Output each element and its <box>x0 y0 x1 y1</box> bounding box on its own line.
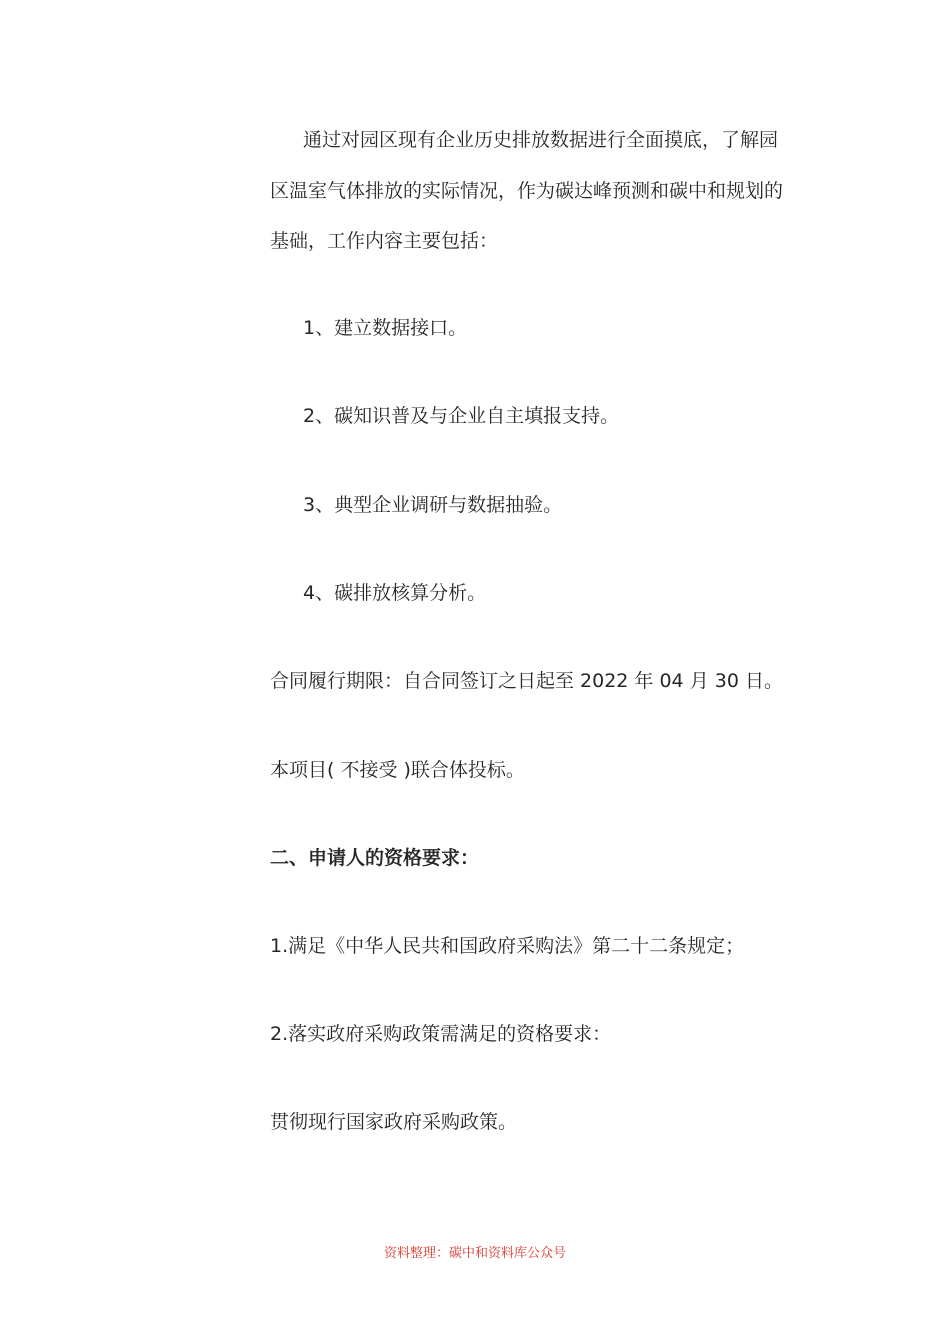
intro-line-3: 基础，工作内容主要包括： <box>270 230 499 252</box>
requirement-1: 1.满足《中华人民共和国政府采购法》第二十二条规定； <box>270 935 745 957</box>
contract-period: 合同履行期限：自合同签订之日起至 2022 年 04 月 30 日。 <box>270 670 783 692</box>
list-item-3: 3、典型企业调研与数据抽验。 <box>303 494 563 516</box>
list-item-1: 1、建立数据接口。 <box>303 317 468 339</box>
requirement-2: 2.落实政府采购政策需满足的资格要求： <box>270 1023 612 1045</box>
intro-line-2: 区温室气体排放的实际情况，作为碳达峰预测和碳中和规划的 <box>270 180 784 202</box>
section-heading: 二、申请人的资格要求： <box>270 847 480 869</box>
list-item-4: 4、碳排放核算分析。 <box>303 582 487 604</box>
consortium-statement: 本项目( 不接受 )联合体投标。 <box>270 759 525 781</box>
requirement-3: 贯彻现行国家政府采购政策。 <box>270 1111 518 1133</box>
list-item-2: 2、碳知识普及与企业自主填报支持。 <box>303 405 620 427</box>
intro-line-1: 通过对园区现有企业历史排放数据进行全面摸底，了解园 <box>303 129 779 151</box>
footer-source-note: 资料整理：碳中和资料库公众号 <box>383 1246 566 1261</box>
